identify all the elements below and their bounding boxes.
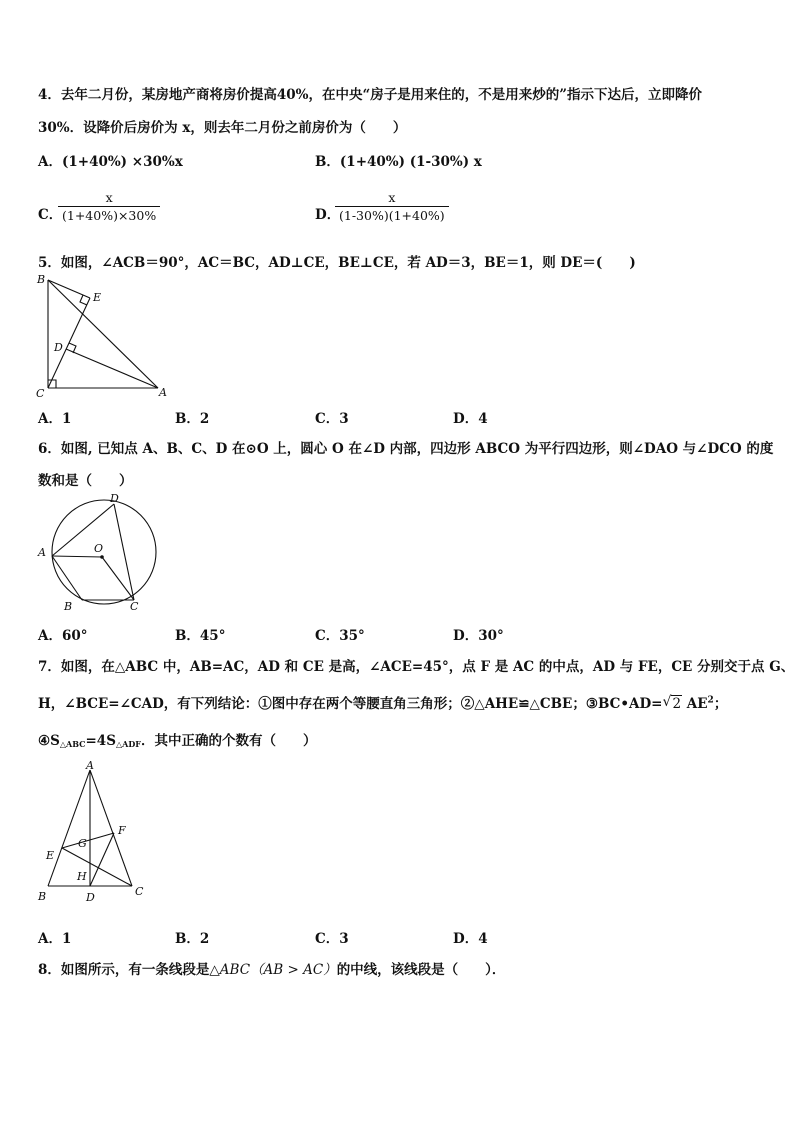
q7-stem-line1: 7．如图，在△ABC 中，AB=AC，AD 和 CE 是高，∠ACE=45°，点 F 是 AC 的中点，AD 与 FE，CE 分别交于点 G、 xyxy=(38,659,794,675)
q7-sqrt-radicand: 2 xyxy=(672,696,682,712)
q5-stem: 5．如图，∠ACB＝90°，AC＝BC，AD⊥CE，BE⊥CE，若 AD＝3，BE＝1，则 DE＝( ) xyxy=(38,255,636,271)
q7-option-c: C．3 xyxy=(315,931,349,947)
q4-option-c-denominator: (1+40%)×30% xyxy=(58,206,160,223)
q6-label-b: B xyxy=(64,600,73,613)
q6-center-point xyxy=(100,555,104,559)
q7-label-c: C xyxy=(135,885,144,898)
q7-label-d: D xyxy=(86,891,95,904)
q6-label-d: D xyxy=(110,492,119,505)
q6-stem-line1: 6．如图, 已知点 A、B、C、D 在⊙O 上，圆心 O 在∠D 内部，四边形 ABCO 为平行四边形，则∠DAO 与∠DCO 的度 xyxy=(38,441,774,457)
q4-option-c-label: C． xyxy=(38,207,63,223)
q8-text-post: 的中线，该线段是（ ）． xyxy=(336,962,506,978)
q6-option-c: C．35° xyxy=(315,628,365,644)
q5-segment-ad xyxy=(66,349,158,388)
q7-line3-text-a: ④S xyxy=(38,733,60,749)
q8-math: △ABC（AB > AC） xyxy=(209,962,337,978)
q4-option-d-label: D． xyxy=(315,207,341,223)
q4-option-d-numerator: x xyxy=(388,190,396,205)
q7-segment-ab xyxy=(48,770,90,886)
q6-segment-dc xyxy=(114,504,134,600)
q5-option-c: C．3 xyxy=(315,411,349,427)
q7-label-e: E xyxy=(46,849,55,862)
q7-sqrt xyxy=(662,696,682,712)
q6-option-b: B．45° xyxy=(175,628,226,644)
q6-segment-ad xyxy=(52,504,114,556)
q6-option-a: A．60° xyxy=(38,628,88,644)
q7-line3-sub-abc: △ABC xyxy=(59,739,86,749)
q7-line2-ae: AE xyxy=(682,696,708,712)
q7-line3-sub-adf: △ADF xyxy=(115,739,141,749)
q7-option-b: B．2 xyxy=(175,931,210,947)
q6-label-c: C xyxy=(130,600,139,613)
q6-circle-o xyxy=(52,500,156,604)
q7-option-d: D．4 xyxy=(453,931,488,947)
q7-figure xyxy=(34,758,154,908)
q7-line3-text-c: ．其中正确的个数有（ ） xyxy=(140,733,317,749)
q7-line3-text-b: =4S xyxy=(85,733,116,749)
q5-option-b: B．2 xyxy=(175,411,210,427)
q7-segment-df xyxy=(90,833,114,886)
q7-stem-line3 xyxy=(38,729,316,749)
q4-option-a: A．(1+40%) ×30%x xyxy=(38,154,183,170)
q4-option-c-numerator: x xyxy=(105,190,113,205)
q5-segment-ba xyxy=(48,280,158,388)
q6-stem-line2: 数和是（ ） xyxy=(38,473,133,489)
q5-option-a: A．1 xyxy=(38,411,72,427)
q4-option-c-fraction xyxy=(58,190,160,223)
q7-segment-ef xyxy=(62,833,114,848)
q5-segment-be xyxy=(48,280,90,298)
q6-segment-ao xyxy=(52,556,102,557)
q5-label-b: B xyxy=(37,273,46,286)
q4-option-d-denominator: (1-30%)(1+40%) xyxy=(335,206,449,223)
q5-label-d: D xyxy=(54,341,63,354)
q5-label-e: E xyxy=(93,291,102,304)
q5-label-a: A xyxy=(159,386,167,399)
q7-segment-ce xyxy=(62,848,132,886)
q7-line2-exponent: 2 xyxy=(707,695,714,706)
q6-label-a: A xyxy=(38,546,46,559)
q6-segment-ab xyxy=(52,556,82,600)
q6-label-o: O xyxy=(94,542,104,555)
q4-stem-line2: 30%．设降价后房价为 x，则去年二月份之前房价为（ ） xyxy=(38,120,407,136)
q7-option-a: A．1 xyxy=(38,931,72,947)
q7-label-b: B xyxy=(38,890,47,903)
q6-option-d: D．30° xyxy=(453,628,504,644)
q8-text-pre: 8．如图所示，有一条线段是 xyxy=(38,962,210,978)
q7-label-a: A xyxy=(86,759,94,772)
sqrt-icon: √ xyxy=(662,694,672,710)
q5-right-angle-c xyxy=(48,380,56,388)
q4-stem-line1: 4．去年二月份，某房地产商将房价提高40%，在中央“房子是用来住的，不是用来炒的”指示下达后，立即降价 xyxy=(38,87,703,103)
q7-label-g: G xyxy=(78,837,87,850)
q5-figure xyxy=(34,270,174,400)
q4-option-b: B．(1+40%) (1-30%) x xyxy=(315,154,482,170)
q8-stem xyxy=(38,958,505,978)
q7-stem-line2 xyxy=(38,692,727,712)
q6-figure xyxy=(34,490,164,618)
q7-label-f: F xyxy=(118,824,126,837)
q7-segment-ac xyxy=(90,770,132,886)
q7-line2-end: ； xyxy=(713,696,728,712)
q7-label-h: H xyxy=(77,870,87,883)
q7-line2-text: H，∠BCE=∠CAD，有下列结论：①图中存在两个等腰直角三角形；②△AHE≌△CBE；③BC•AD= xyxy=(38,696,663,712)
q4-option-d-fraction xyxy=(335,190,449,223)
q5-label-c: C xyxy=(36,387,45,400)
q5-option-d: D．4 xyxy=(453,411,488,427)
